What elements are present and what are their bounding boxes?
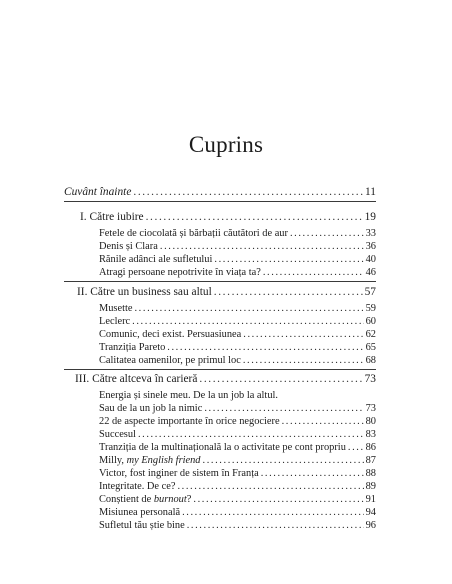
toc-title: Misiunea personală (99, 507, 181, 518)
toc-entry[interactable] (99, 402, 376, 415)
title-text: Milly, (99, 455, 127, 466)
divider (64, 369, 376, 370)
dot-leader (204, 402, 363, 415)
toc-page: 88 (365, 468, 376, 479)
toc-foreword[interactable] (64, 186, 376, 199)
toc-page: 87 (365, 455, 376, 466)
toc-title: Denis și Clara (99, 241, 158, 252)
toc-title: Cuvânt înainte (64, 186, 132, 198)
toc-page: 19 (364, 211, 376, 223)
part-title: Către un business sau altul (90, 286, 212, 298)
toc-part-label (75, 373, 197, 386)
toc-entry-intro: Energia și sinele meu. De la un job la altul. (99, 390, 278, 401)
toc-page: 80 (365, 416, 376, 427)
part-title: Către iubire (89, 211, 144, 223)
dot-leader (214, 286, 363, 299)
toc-page: 11 (365, 186, 376, 198)
divider (64, 281, 376, 282)
dot-leader (193, 493, 363, 506)
dot-leader (290, 227, 364, 240)
toc-page: 60 (365, 316, 376, 327)
toc-page: 33 (365, 228, 376, 239)
toc-entry[interactable] (99, 253, 376, 266)
toc-title: Succesul (99, 429, 136, 440)
toc-title: Comunic, deci exist. Persuasiunea (99, 329, 242, 340)
toc-title: Sau de la un job la nimic (99, 403, 203, 414)
toc-page: 59 (365, 303, 376, 314)
toc-page: 73 (364, 373, 376, 385)
toc-entry[interactable] (99, 227, 376, 240)
dot-leader (146, 211, 363, 224)
dot-leader (214, 253, 363, 266)
toc-title: Sufletul tău știe bine (99, 520, 185, 531)
toc-entry[interactable] (99, 480, 376, 493)
part-title: Către altceva în carieră (92, 373, 198, 385)
toc-entry[interactable] (99, 240, 376, 253)
dot-leader (138, 428, 364, 441)
toc-title (99, 493, 191, 506)
divider (64, 201, 376, 202)
title-text: Conștient de (99, 494, 154, 505)
dot-leader (160, 240, 364, 253)
toc-title: Calitatea oamenilor, pe primul loc (99, 355, 241, 366)
toc-part-2[interactable] (77, 286, 376, 299)
title-emphasis: my English friend (126, 455, 201, 466)
toc-title: Leclerc (99, 316, 131, 327)
part-number: I. (80, 211, 87, 223)
dot-leader (167, 341, 363, 354)
toc-page: 73 (365, 403, 376, 414)
dot-leader (199, 373, 362, 386)
toc-title: Integritate. De ce? (99, 481, 176, 492)
toc-page: 62 (365, 329, 376, 340)
toc-entry[interactable] (99, 441, 376, 454)
dot-leader (177, 480, 363, 493)
toc-part-3[interactable] (75, 373, 376, 386)
toc-page: 91 (365, 494, 376, 505)
page-title: Cuprins (188, 132, 264, 157)
part-number: II. (77, 286, 88, 298)
toc-page: 46 (365, 267, 376, 278)
toc-title: Tranziția de la multinațională la o activitate pe cont propriu (99, 442, 346, 453)
toc-entry[interactable] (99, 328, 376, 341)
dot-leader (132, 315, 363, 328)
dot-leader (203, 454, 364, 467)
toc-part-label (77, 286, 212, 299)
toc-page: 96 (365, 520, 376, 531)
toc-page: 83 (365, 429, 376, 440)
toc-page: 57 (364, 286, 376, 298)
toc-entry[interactable] (99, 266, 376, 279)
part-number: III. (75, 373, 90, 385)
toc-part-1[interactable] (80, 211, 376, 224)
toc-page: 65 (365, 342, 376, 353)
dot-leader (182, 506, 364, 519)
toc-title: Musette (99, 303, 133, 314)
toc-entry[interactable] (99, 428, 376, 441)
toc-page: 86 (365, 442, 376, 453)
toc-title: Tranziția Pareto (99, 342, 166, 353)
dot-leader (263, 266, 364, 279)
toc-entry[interactable] (99, 302, 376, 315)
toc-entry[interactable] (99, 354, 376, 367)
dot-leader (133, 186, 363, 199)
toc-entry[interactable] (99, 493, 376, 506)
toc-entry[interactable] (99, 467, 376, 480)
toc-page: 36 (365, 241, 376, 252)
dot-leader (134, 302, 363, 315)
toc-entry[interactable] (99, 315, 376, 328)
toc-page: 94 (365, 507, 376, 518)
toc-page: 68 (365, 355, 376, 366)
title-emphasis: burnout (153, 494, 187, 505)
toc-entry[interactable] (99, 415, 376, 428)
dot-leader (243, 328, 363, 341)
toc-page: 89 (365, 481, 376, 492)
dot-leader (261, 467, 364, 480)
toc-entry[interactable] (99, 341, 376, 354)
dot-leader (348, 441, 364, 454)
dot-leader (243, 354, 364, 367)
toc-entry[interactable] (99, 454, 376, 467)
toc-title: Atragi persoane nepotrivite în viața ta? (99, 267, 261, 278)
toc-entry[interactable] (99, 506, 376, 519)
toc-title: Victor, fost inginer de sistem în Franța (99, 468, 259, 479)
toc-page: 40 (365, 254, 376, 265)
toc-title (99, 454, 201, 467)
toc-title: Rănile adânci ale sufletului (99, 254, 213, 265)
toc-title: Fetele de ciocolată și bărbații căutători de aur (99, 228, 288, 239)
dot-leader (282, 415, 364, 428)
title-text: ? (186, 494, 192, 505)
toc-title: 22 de aspecte importante în orice negociere (99, 416, 280, 427)
toc-part-label (80, 211, 144, 224)
toc-entry[interactable] (99, 519, 376, 532)
dot-leader (187, 519, 364, 532)
